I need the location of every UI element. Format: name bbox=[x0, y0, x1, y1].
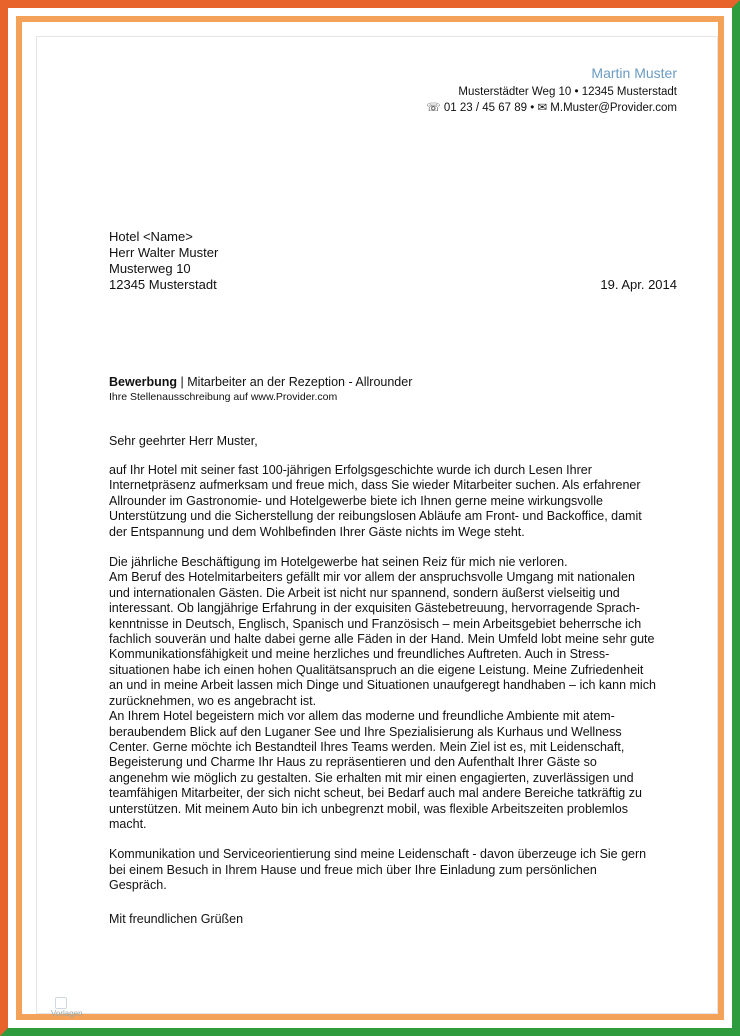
body-line: Internetpräsenz aufmerksam und freue mich, dass Sie wieder Mitarbeiter suchen. Als erfahrener bbox=[109, 478, 641, 493]
sender-name: Martin Muster bbox=[591, 65, 677, 81]
contact-separator: • bbox=[530, 102, 535, 114]
recipient-line: Musterweg 10 bbox=[109, 261, 191, 276]
body-line: auf Ihr Hotel mit seiner fast 100-jährigen Erfolgsgeschichte wurde ich durch Lesen Ihrer bbox=[109, 463, 592, 477]
body-line: angenehm wie möglich zu gestalten. Sie erhalten mit mir einen engagierten, zuverlässigen und bbox=[109, 770, 634, 785]
inner-frame bbox=[16, 16, 724, 1020]
body-line: an und in meine Arbeit lassen mich Dinge und Situationen unaufgeregt handhaben – ich kann mich bbox=[109, 678, 656, 693]
body-paragraph bbox=[109, 463, 699, 540]
letter-date: 19. Apr. 2014 bbox=[600, 277, 677, 292]
body-line: fachlich souverän und halte dabei gerne alle Fäden in der Hand. Mein Umfeld lobt meine sehr gute bbox=[109, 632, 655, 647]
body-line: Kommunikation und Serviceorientierung sind meine Leidenschaft - davon überzeuge ich Sie gern bbox=[109, 847, 647, 862]
body-paragraph bbox=[109, 847, 699, 893]
watermark-text: Vorlagen bbox=[51, 1009, 83, 1018]
mail-icon: ✉ bbox=[537, 102, 548, 114]
body-line: und internationalen Gästen. Die Arbeit ist nicht nur spannend, sondern äußerst vielseitig und bbox=[109, 585, 620, 600]
recipient-line: Herr Walter Muster bbox=[109, 245, 219, 260]
subject-rest: | Mitarbeiter an der Rezeption - Allrounder bbox=[177, 375, 413, 389]
body-line: Am Beruf des Hotelmitarbeiters gefällt mir vor allem der anspruchsvolle Umgang mit nationalen bbox=[109, 570, 635, 585]
body-line: Center. Gerne möchte ich Bestandteil Ihres Teams werden. Mein Ziel ist es, mit Leidenschaft, bbox=[109, 739, 625, 754]
body-line: Kommunikationsfähigkeit und meine herzliches und freundliches Auftreten. Auch in Stress- bbox=[109, 647, 610, 662]
subject-subline: Ihre Stellenausschreibung auf www.Provider.com bbox=[109, 391, 338, 403]
sender-contact bbox=[426, 100, 677, 114]
body-line: Unterstützung und die Sicherstellung der reibungslosen Abläufe am Front- und Backoffice, damit bbox=[109, 509, 642, 524]
paragraph-gap bbox=[109, 540, 699, 555]
body-line: bei einem Besuch in Ihrem Hause und freue mich über Ihre Einladung zum persönlichen bbox=[109, 862, 597, 877]
body-line: Allrounder im Gastronomie- und Hotelgewerbe biete ich Ihnen gerne meine wirkungsvolle bbox=[109, 493, 604, 508]
body-line: teamfähigen Mitarbeiter, der sich nicht scheut, bei Bedarf auch mal andere Bereiche tatkräftig zu bbox=[109, 786, 642, 801]
letter-page bbox=[36, 36, 718, 1018]
body-line: Gespräch. bbox=[109, 878, 167, 893]
body-line: macht. bbox=[109, 816, 147, 831]
watermark-icon bbox=[55, 997, 67, 1009]
subject-bold: Bewerbung bbox=[109, 375, 178, 389]
body-line: der Entspannung und dem Wohlbefinden Ihrer Gäste nichts im Wege steht. bbox=[109, 524, 525, 539]
sender-email: M.Muster@Provider.com bbox=[550, 102, 677, 114]
body-line: beraubendem Blick auf den Luganer See und Ihre Spezialisierung als Kurhaus und Wellness bbox=[109, 724, 622, 739]
letter-body bbox=[109, 463, 699, 894]
recipient-block bbox=[109, 229, 218, 293]
body-line: unterstützen. Mit meinem Auto bin ich unbegrenzt mobil, was flexible Arbeitszeiten problemlos bbox=[109, 801, 629, 816]
body-line: An Ihrem Hotel begeistern mich vor allem das moderne und freundliche Ambiente mit atem- bbox=[109, 709, 615, 724]
phone-icon: ☏ bbox=[426, 102, 441, 114]
closing: Mit freundlichen Grüßen bbox=[109, 912, 244, 926]
recipient-line: Hotel <Name> bbox=[109, 229, 193, 244]
salutation: Sehr geehrter Herr Muster, bbox=[109, 434, 258, 448]
recipient-line: 12345 Musterstadt bbox=[109, 277, 217, 292]
body-line: Die jährliche Beschäftigung im Hotelgewerbe hat seinen Reiz für mich nie verloren. bbox=[109, 555, 568, 570]
subject-line bbox=[109, 375, 412, 389]
body-line: interessant. Ob langjährige Erfahrung in der exquisiten Gästebetreuung, hervorragende Sprach- bbox=[109, 601, 640, 616]
body-line: kenntnisse in Deutsch, Englisch, Spanisch und Französisch – mein Arbeitsgebiet beherrsche ich bbox=[109, 616, 642, 631]
body-line: situationen habe ich einen hohen Qualitätsanspruch an die eigene Leistung. Meine Zufriedenheit bbox=[109, 662, 644, 677]
sender-address: Musterstädter Weg 10 • 12345 Musterstadt bbox=[458, 86, 677, 98]
body-paragraph bbox=[109, 555, 699, 832]
sender-phone: 01 23 / 45 67 89 bbox=[443, 102, 528, 114]
body-line: zurücknehmen, wo es angebracht ist. bbox=[109, 693, 317, 708]
body-line: Begeisterung und Charme Ihr Haus zu repräsentieren und den Aufenthalt Ihrer Gäste so bbox=[109, 755, 597, 770]
paragraph-gap bbox=[109, 832, 699, 847]
